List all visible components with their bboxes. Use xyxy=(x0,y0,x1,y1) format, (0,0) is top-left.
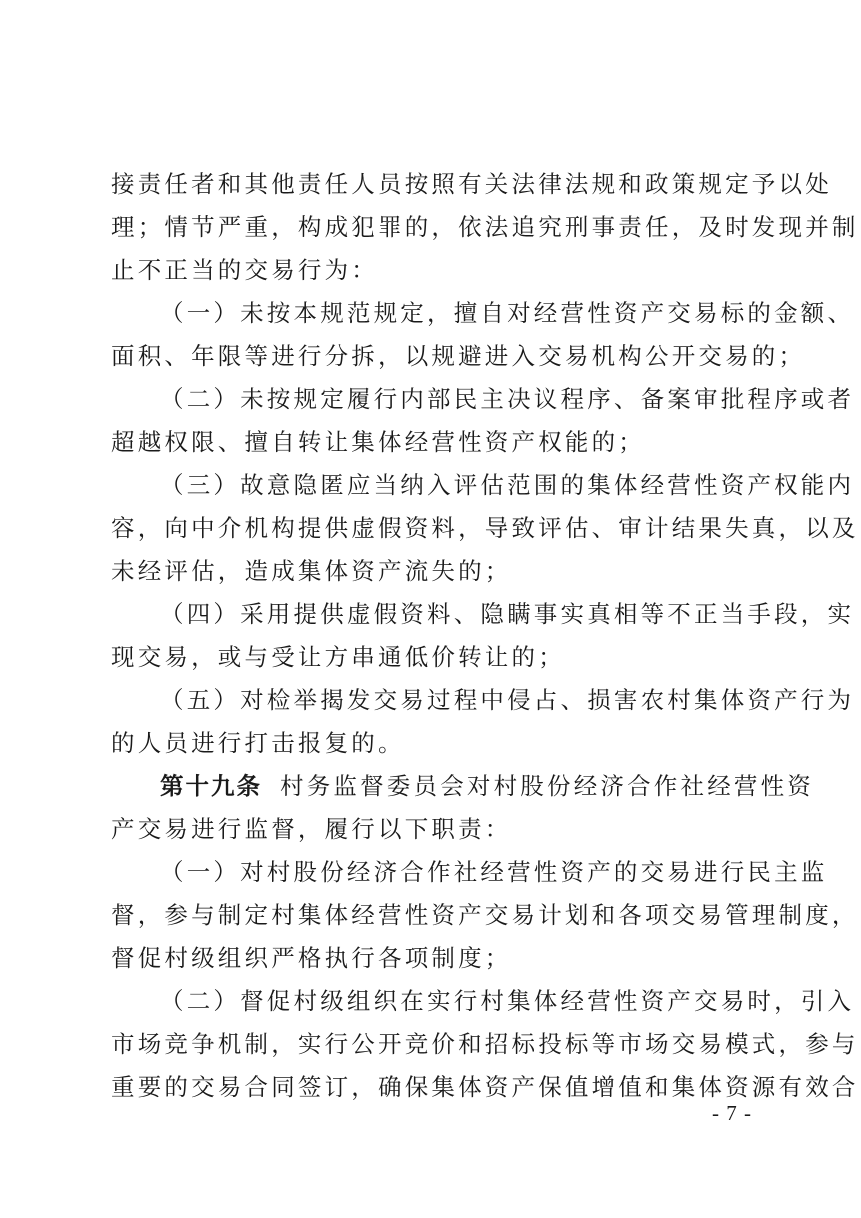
text-line: 超越权限、擅自转让集体经营性资产权能的； xyxy=(111,428,645,456)
text-line: 督促村级组织严格执行各项制度； xyxy=(111,944,512,972)
article-heading: 第十九条 xyxy=(160,772,262,800)
text-line: （二）督促村级组织在实行村集体经营性资产交易时，引入 xyxy=(160,987,855,1015)
text-line: 产交易进行监督，履行以下职责： xyxy=(111,815,512,843)
article-text: 村务监督委员会对村股份经济合作社经营性资 xyxy=(280,772,814,800)
text-line: 的人员进行打击报复的。 xyxy=(111,729,405,757)
text-line: （一）对村股份经济合作社经营性资产的交易进行民主监 xyxy=(160,858,828,886)
text-line: 接责任者和其他责任人员按照有关法律法规和政策规定予以处 xyxy=(111,170,832,198)
article-line xyxy=(160,771,814,801)
text-line: （二）未按规定履行内部民主决议程序、备案审批程序或者 xyxy=(160,385,855,413)
text-line: 止不正当的交易行为： xyxy=(111,256,378,284)
text-line: 现交易，或与受让方串通低价转让的； xyxy=(111,643,565,671)
text-line: 重要的交易合同签订，确保集体资产保值增值和集体资源有效合 xyxy=(111,1073,859,1101)
text-line: （四）采用提供虚假资料、隐瞒事实真相等不正当手段，实 xyxy=(160,600,855,628)
text-line: 理；情节严重，构成犯罪的，依法追究刑事责任，及时发现并制 xyxy=(111,213,859,241)
text-line: 督，参与制定村集体经营性资产交易计划和各项交易管理制度， xyxy=(111,901,859,929)
text-line: （一）未按本规范规定，擅自对经营性资产交易标的金额、 xyxy=(160,299,855,327)
text-line: 市场竞争机制，实行公开竞价和招标投标等市场交易模式，参与 xyxy=(111,1030,859,1058)
text-line: 容，向中介机构提供虚假资料，导致评估、审计结果失真，以及 xyxy=(111,514,859,542)
text-line: （三）故意隐匿应当纳入评估范围的集体经营性资产权能内 xyxy=(160,471,855,499)
text-line: 面积、年限等进行分拆，以规避进入交易机构公开交易的； xyxy=(111,342,806,370)
text-line: （五）对检举揭发交易过程中侵占、损害农村集体资产行为 xyxy=(160,686,855,714)
text-line: 未经评估，造成集体资产流失的； xyxy=(111,557,512,585)
page-number: - 7 - xyxy=(712,1101,752,1125)
